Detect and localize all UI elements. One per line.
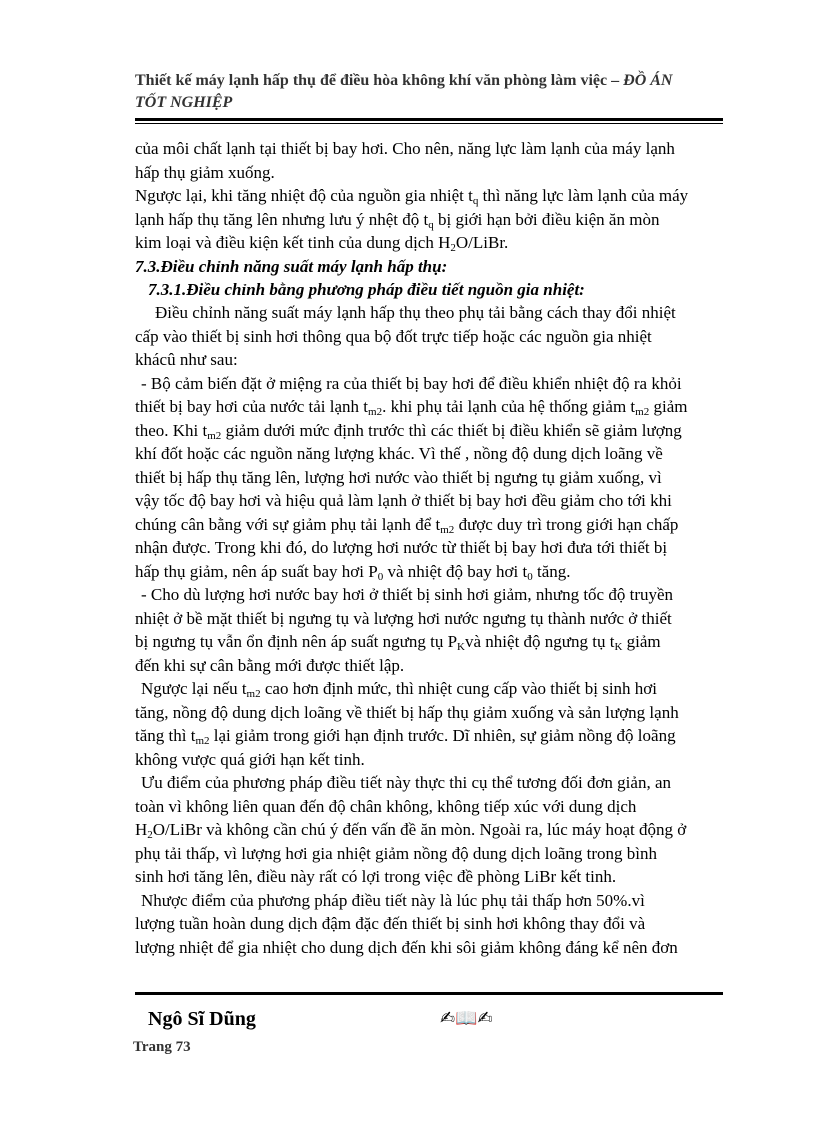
text-line: kim loại và điều kiện kết tinh của dung dịch $H_2O$/LiBr.	[135, 233, 509, 254]
text-line: nhận được. Trong khi đó, do lượng hơi nước từ thiết bị bay hơi đưa tới thiết bị	[135, 538, 668, 557]
text-line: $H_2O$/LiBr và không cần chú ý đến vấn đề ăn mòn. Ngoài ra, lúc máy hoạt động ở	[135, 820, 687, 841]
text-line: khí đốt hoặc các nguồn năng lượng khác. Vì thế , nồng độ dung dịch loãng về	[135, 444, 663, 463]
text-line: vậy tốc độ bay hơi và hiệu quả làm lạnh ở thiết bị bay hơi đều giảm cho tới khi	[135, 491, 672, 510]
text-line: - Cho dù lượng hơi nước bay hơi ở thiết bị sinh hơi giảm, nhưng tốc độ truyền	[141, 585, 674, 604]
section-heading-7-3-1: 7.3.1.Điều chỉnh bằng phương pháp điều tiết nguồn gia nhiệt:	[148, 280, 585, 299]
text-line: tăng thì $t_{m2}$ lại giảm trong giới hạn định trước. Dĩ nhiên, sự giảm nồng độ loãng	[135, 726, 676, 747]
footer-rule	[135, 992, 723, 995]
text-line: hấp thụ giảm, nên áp suất bay hơi $P_0$ và nhiệt độ bay hơi $t_0$ tăng.	[135, 562, 571, 583]
text-line: theo. Khi $t_{m2}$ giảm dưới mức định trước thì các thiết bị điều khiển sẽ giảm lượng	[135, 421, 682, 442]
text-line: tăng, nồng độ dung dịch loãng về thiết bị hấp thụ giảm xuống và sản lượng lạnh	[135, 703, 679, 722]
running-header	[135, 70, 725, 114]
header-rule-thick	[135, 118, 723, 121]
header-title: Thiết kế máy lạnh hấp thụ để điều hòa không khí văn phòng làm việc	[135, 72, 608, 89]
header-separator: –	[607, 72, 624, 89]
text-line: toàn vì không liên quan đến độ chân không, không tiếp xúc với dung dịch	[135, 797, 637, 816]
text-line: không vược quá giới hạn kết tinh.	[135, 750, 365, 769]
text-line: Điều chỉnh năng suất máy lạnh hấp thụ theo phụ tải bằng cách thay đổi nhiệt	[155, 303, 676, 322]
text-line: của môi chất lạnh tại thiết bị bay hơi. Cho nên, năng lực làm lạnh của máy lạnh	[135, 139, 675, 158]
text-line: Ngược lại nếu $t_{m2}$ cao hơn định mức, thì nhiệt cung cấp vào thiết bị sinh hơi	[141, 679, 658, 700]
text-line: thiết bị bay hơi của nước tải lạnh $t_{m2}$. khi phụ tải lạnh của hệ thống giảm $t_{m2}$ giảm	[135, 397, 688, 418]
header-title-em-part1: ĐỒ ÁN	[623, 72, 673, 89]
text-line: lạnh hấp thụ tăng lên nhưng lưu ý nhệt độ $t_q$ bị giới hạn bởi điều kiện ăn mòn	[135, 210, 660, 231]
text-line: lượng tuần hoàn dung dịch đậm đặc đến thiết bị sinh hơi không thay đổi và	[135, 914, 646, 933]
text-line: bị ngưng tụ vẫn ổn định nên áp suất ngưng tụ $P_Kvà$ nhiệt độ ngưng tụ $t_K$ giảm	[135, 632, 661, 653]
text-line: sinh hơi tăng lên, điều này rất có lợi trong việc đề phòng LiBr kết tinh.	[135, 867, 617, 886]
text-line: cấp vào thiết bị sinh hơi thông qua bộ đốt trực tiếp hoặc các nguồn gia nhiệt	[135, 327, 652, 346]
header-title-em-part2: TỐT NGHIỆP	[135, 94, 233, 111]
text-line: Ưu điểm của phương pháp điều tiết này thực thi cụ thể tương đối đơn giản, an	[141, 773, 671, 792]
text-line: phụ tải thấp, vì lượng hơi gia nhiệt giảm nồng độ dung dịch loãng trong bình	[135, 844, 658, 863]
text-line: khácû như sau:	[135, 350, 238, 369]
text-line: Ngược lại, khi tăng nhiệt độ của nguồn gia nhiệt $t_q$ thì năng lực làm lạnh của máy	[135, 186, 689, 207]
text-line: thiết bị hấp thụ tăng lên, lượng hơi nước vào thiết bị ngưng tụ giảm xuống, vì	[135, 468, 662, 487]
text-line: chúng cân bằng với sự giảm phụ tải lạnh để $t_{m2}$ được duy trì trong giới hạn chấp	[135, 515, 679, 536]
text-line: hấp thụ giảm xuống.	[135, 163, 275, 182]
text-line: lượng nhiệt để gia nhiệt cho dung dịch đến khi sôi giảm không đáng kể nên đơn	[135, 938, 678, 957]
text-line: Nhược điểm của phương pháp điều tiết này là lúc phụ tải thấp hơn 50%.vì	[141, 891, 645, 910]
author-name: Ngô Sĩ Dũng	[148, 1008, 256, 1030]
text-line: nhiệt ở bề mặt thiết bị ngưng tụ và lượng hơi nước ngưng tụ thành nước ở thiết	[135, 609, 672, 628]
section-heading-7-3: 7.3.Điều chỉnh năng suất máy lạnh hấp thụ:	[135, 257, 448, 276]
text-line: - Bộ cảm biến đặt ở miệng ra của thiết bị bay hơi để điều khiển nhiệt độ ra khỏi	[141, 374, 682, 393]
text-line: đến khi sự cân bằng mới được thiết lập.	[135, 656, 405, 675]
page-number: Trang 73	[133, 1039, 191, 1055]
header-rule-thin	[135, 123, 723, 124]
writing-book-ornament-icon: ✍📖✍	[440, 1008, 493, 1029]
